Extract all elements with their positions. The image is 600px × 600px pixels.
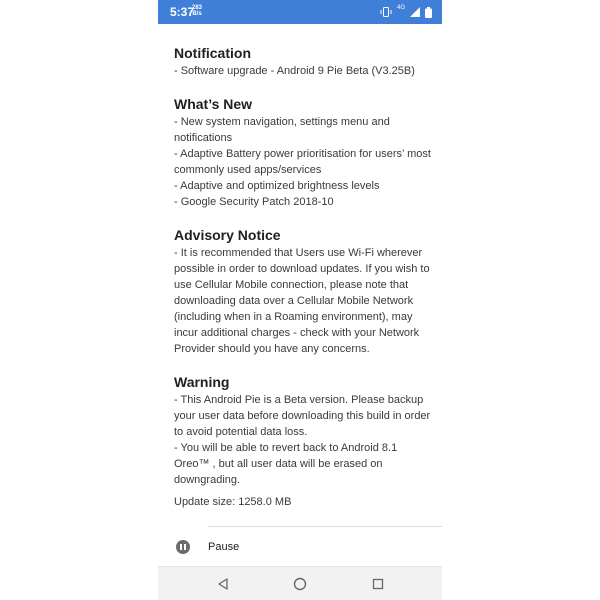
section-title: What’s New bbox=[174, 96, 253, 112]
phone-screen bbox=[158, 0, 442, 600]
signal-icon bbox=[410, 7, 420, 17]
advisory-notice-section bbox=[174, 226, 434, 357]
section-line: - Adaptive Battery power prioritisation for users’ most commonly used apps/services bbox=[174, 148, 431, 176]
update-details bbox=[174, 44, 434, 510]
status-icons bbox=[380, 5, 432, 19]
section-line: - Adaptive and optimized brightness levels bbox=[174, 180, 380, 192]
section-line: - New system navigation, settings menu and notifications bbox=[174, 116, 390, 144]
section-title: Warning bbox=[174, 374, 230, 390]
battery-icon bbox=[425, 7, 432, 18]
vibrate-icon bbox=[380, 7, 392, 17]
network-speed-value: 283 bbox=[192, 5, 203, 11]
section-line: - This Android Pie is a Beta version. Please backup your user data before downloading this build in order to avoid potential data loss. bbox=[174, 394, 431, 438]
section-line: - You will be able to revert back to Android 8.1 Oreo™ , but all user data will be erased on downgrading. bbox=[174, 442, 398, 486]
recents-icon[interactable] bbox=[370, 576, 386, 592]
network-speed bbox=[192, 5, 202, 17]
status-bar bbox=[158, 0, 442, 24]
update-size: Update size: 1258.0 MB bbox=[174, 496, 292, 508]
pause-label: Pause bbox=[208, 541, 240, 553]
section-line: - Software upgrade - Android 9 Pie Beta (V3.25B) bbox=[174, 65, 415, 77]
home-icon[interactable] bbox=[292, 576, 308, 592]
section-line: - Google Security Patch 2018-10 bbox=[174, 196, 334, 208]
status-time: 5:37 bbox=[170, 5, 195, 19]
section-title: Notification bbox=[174, 45, 251, 61]
pause-button[interactable] bbox=[158, 532, 442, 562]
navigation-bar bbox=[158, 566, 442, 600]
section-title: Advisory Notice bbox=[174, 227, 281, 243]
network-type: 4G bbox=[396, 5, 405, 11]
notification-section bbox=[174, 44, 434, 79]
network-speed-unit: B/s bbox=[192, 11, 202, 17]
warning-section bbox=[174, 373, 434, 488]
whats-new-section bbox=[174, 95, 434, 210]
section-line: - It is recommended that Users use Wi-Fi wherever possible in order to download updates. If you wish to use Cellular Mobile connection, please note that downloading data over a Cellular Mobile Network (including when in a Roaming environment), may incur additional charges - check with your Network Provider should you have any concerns. bbox=[174, 247, 430, 355]
pause-icon bbox=[176, 540, 190, 554]
back-icon[interactable] bbox=[215, 576, 231, 592]
divider bbox=[208, 526, 442, 527]
